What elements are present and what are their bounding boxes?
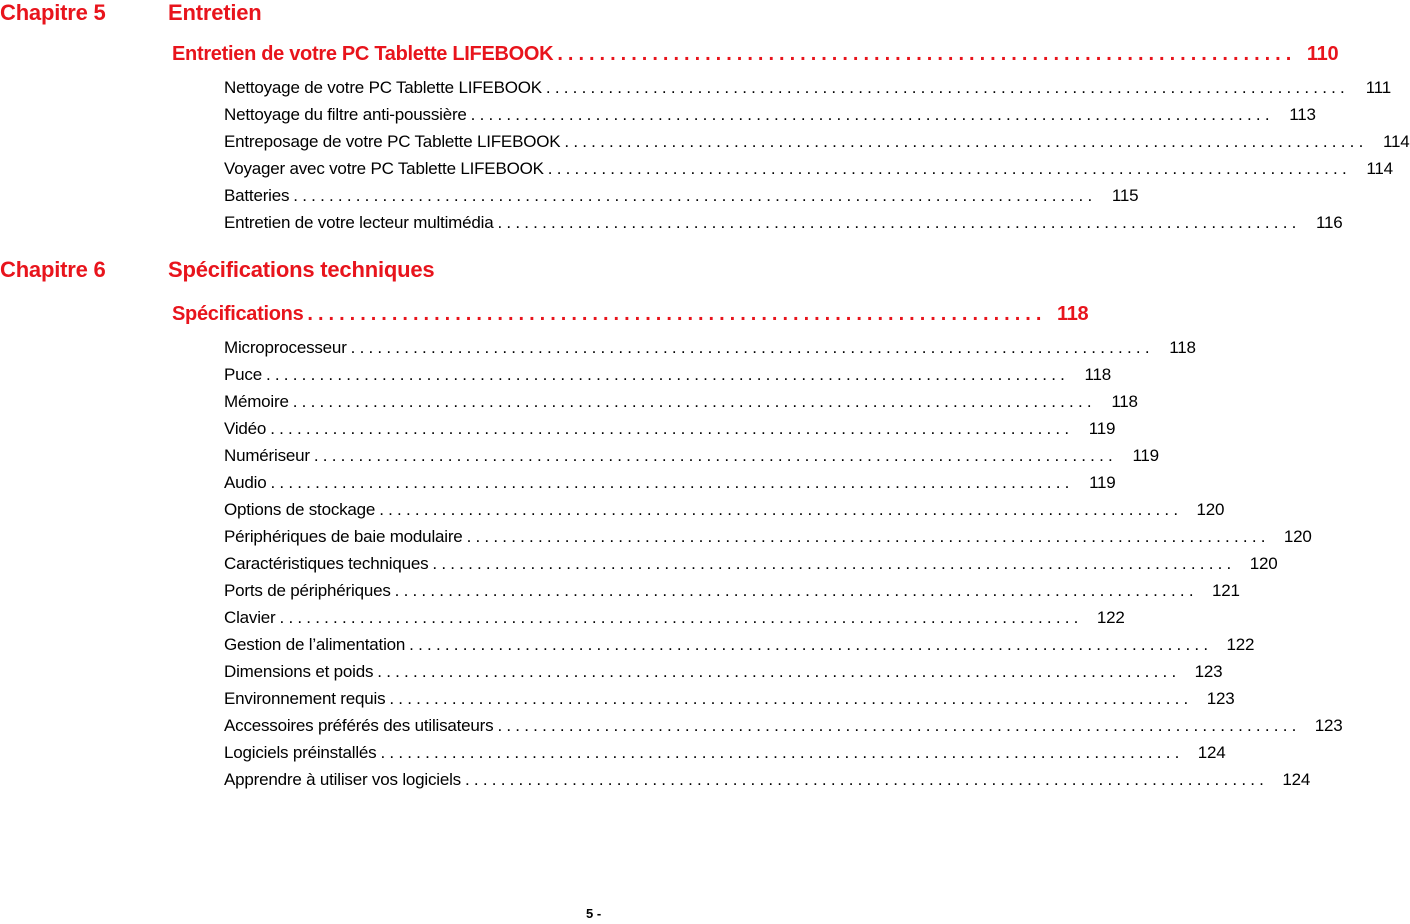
dot-leader: .......................................................................................... bbox=[394, 581, 1198, 600]
dot-leader: .......................................................................................... bbox=[470, 105, 1274, 124]
dot-leader: .......................................................................................... bbox=[547, 159, 1351, 178]
toc-entry-page: 119 bbox=[1088, 419, 1116, 438]
dot-leader: .......................................................................................... bbox=[293, 186, 1097, 205]
toc-section-page: 118 bbox=[1057, 303, 1089, 325]
toc-entry-page: 120 bbox=[1196, 500, 1225, 519]
toc-entry-page: 119 bbox=[1132, 446, 1159, 465]
toc-entry-page: 114 bbox=[1366, 159, 1393, 178]
toc-entry[interactable] bbox=[224, 182, 1139, 206]
toc-section-entry[interactable] bbox=[172, 38, 1339, 66]
toc-entry[interactable] bbox=[224, 209, 1343, 233]
toc-entry-page: 115 bbox=[1111, 186, 1139, 205]
dot-leader: .......................................................................................... bbox=[265, 365, 1070, 384]
toc-entry-page: 121 bbox=[1211, 581, 1240, 600]
toc-entry-label: Environnement requis bbox=[224, 689, 386, 708]
toc-entry-label: Accessoires préférés des utilisateurs bbox=[224, 716, 494, 735]
chapter-title: Spécifications techniques bbox=[168, 257, 435, 282]
toc-entry[interactable] bbox=[224, 74, 1391, 98]
toc-entry-label: Mémoire bbox=[224, 392, 289, 411]
toc-entry-label: Numériseur bbox=[224, 446, 310, 465]
dot-leader: .......................................................................................... bbox=[292, 392, 1096, 411]
dot-leader: .......................................................................................... bbox=[270, 419, 1074, 438]
toc-entry-page: 120 bbox=[1283, 527, 1312, 546]
toc-entry[interactable] bbox=[224, 577, 1240, 601]
chapter-number: Chapitre 6 bbox=[0, 257, 106, 282]
toc-entry-page: 123 bbox=[1206, 689, 1235, 708]
dot-leader: .......................................................................................... bbox=[545, 78, 1349, 97]
page-footer-number: 5 - bbox=[586, 906, 602, 921]
dot-leader: .......................................................................................... bbox=[409, 635, 1213, 654]
toc-entry[interactable] bbox=[224, 469, 1116, 493]
toc-entry-label: Périphériques de baie modulaire bbox=[224, 527, 463, 546]
chapter-number: Chapitre 5 bbox=[0, 0, 106, 25]
toc-section-label: Entretien de votre PC Tablette LIFEBOOK bbox=[172, 43, 554, 65]
toc-entry-label: Entreposage de votre PC Tablette LIFEBOOK bbox=[224, 132, 561, 151]
toc-entry-label: Audio bbox=[224, 473, 267, 492]
dot-leader: .......................................................................................... bbox=[497, 213, 1301, 232]
dot-leader: .......................................................................................... bbox=[389, 689, 1193, 708]
toc-entry-page: 120 bbox=[1249, 554, 1278, 573]
toc-entry-page: 123 bbox=[1194, 662, 1223, 681]
toc-entry-page: 114 bbox=[1382, 132, 1410, 151]
toc-section-label: Spécifications bbox=[172, 303, 304, 325]
toc-entry-label: Caractéristiques techniques bbox=[224, 554, 429, 573]
toc-entry-page: 111 bbox=[1365, 78, 1391, 97]
toc-entry[interactable] bbox=[224, 496, 1225, 520]
chapter-title: Entretien bbox=[168, 0, 262, 25]
dot-leader: .......................................................................................... bbox=[380, 743, 1184, 762]
dot-leader: .......................................................................................... bbox=[313, 446, 1117, 465]
toc-entry[interactable] bbox=[224, 388, 1138, 412]
toc-entry[interactable] bbox=[224, 361, 1112, 385]
toc-entry-label: Ports de périphériques bbox=[224, 581, 391, 600]
toc-entry[interactable] bbox=[224, 631, 1255, 655]
toc-entry[interactable] bbox=[224, 442, 1159, 466]
dot-leader: .......................................................................................... bbox=[466, 527, 1270, 546]
toc-entry[interactable] bbox=[224, 712, 1343, 736]
toc-entry-page: 113 bbox=[1289, 105, 1316, 124]
toc-entry-label: Nettoyage de votre PC Tablette LIFEBOOK bbox=[224, 78, 542, 97]
dot-leader: .......................................................................................... bbox=[377, 662, 1181, 681]
toc-entry-label: Gestion de l’alimentation bbox=[224, 635, 406, 654]
dot-leader: .......................................................................................... bbox=[350, 338, 1154, 357]
toc-entry-page: 119 bbox=[1089, 473, 1116, 492]
dot-leader: .......................................................................................... bbox=[270, 473, 1074, 492]
dot-leader: .......................................................................................... bbox=[279, 608, 1083, 627]
dot-leader: .......................................................................................... bbox=[564, 132, 1368, 151]
toc-entry[interactable] bbox=[224, 415, 1116, 439]
toc-entry-label: Clavier bbox=[224, 608, 276, 627]
toc-entry-label: Puce bbox=[224, 365, 262, 384]
toc-entry-page: 122 bbox=[1096, 608, 1125, 627]
toc-entry-page: 118 bbox=[1084, 365, 1112, 384]
dot-leader: .......................................................................................... bbox=[379, 500, 1183, 519]
toc-entry-page: 116 bbox=[1316, 213, 1343, 232]
toc-entry[interactable] bbox=[224, 155, 1393, 179]
toc-entry-label: Batteries bbox=[224, 186, 290, 205]
toc-entry-page: 122 bbox=[1226, 635, 1255, 654]
toc-entry-label: Voyager avec votre PC Tablette LIFEBOOK bbox=[224, 159, 544, 178]
toc-entry[interactable] bbox=[224, 685, 1235, 709]
dot-leader: .......................................................................................... bbox=[465, 770, 1269, 789]
toc-entry-label: Entretien de votre lecteur multimédia bbox=[224, 213, 494, 232]
toc-entry-label: Vidéo bbox=[224, 419, 267, 438]
toc-section-page: 110 bbox=[1306, 43, 1339, 65]
toc-entry-label: Logiciels préinstallés bbox=[224, 743, 377, 762]
toc-section-entry[interactable] bbox=[172, 298, 1089, 326]
toc-entry-page: 124 bbox=[1197, 743, 1226, 762]
toc-entry[interactable] bbox=[224, 334, 1196, 358]
toc-entry-label: Microprocesseur bbox=[224, 338, 347, 357]
toc-entry[interactable] bbox=[224, 604, 1125, 628]
toc-entry[interactable] bbox=[224, 101, 1316, 125]
toc-entry[interactable] bbox=[224, 550, 1278, 574]
toc-entry[interactable] bbox=[224, 766, 1311, 790]
toc-entry-page: 123 bbox=[1314, 716, 1343, 735]
toc-entry-page: 118 bbox=[1111, 392, 1138, 411]
toc-entry-label: Dimensions et poids bbox=[224, 662, 374, 681]
toc-entry-page: 124 bbox=[1282, 770, 1311, 789]
toc-entry-page: 118 bbox=[1169, 338, 1196, 357]
toc-entry-label: Options de stockage bbox=[224, 500, 376, 519]
toc-entry[interactable] bbox=[224, 128, 1410, 152]
dot-leader: .......................................................................................... bbox=[432, 554, 1236, 573]
toc-entry[interactable] bbox=[224, 658, 1223, 682]
dot-leader: ...................................................................... bbox=[307, 303, 1047, 325]
toc-entry-label: Nettoyage du filtre anti-poussière bbox=[224, 105, 467, 124]
toc-entry-label: Apprendre à utiliser vos logiciels bbox=[224, 770, 461, 789]
toc-entry[interactable] bbox=[224, 739, 1226, 763]
dot-leader: ...................................................................... bbox=[557, 43, 1297, 65]
dot-leader: .......................................................................................... bbox=[497, 716, 1301, 735]
toc-entry[interactable] bbox=[224, 523, 1312, 547]
